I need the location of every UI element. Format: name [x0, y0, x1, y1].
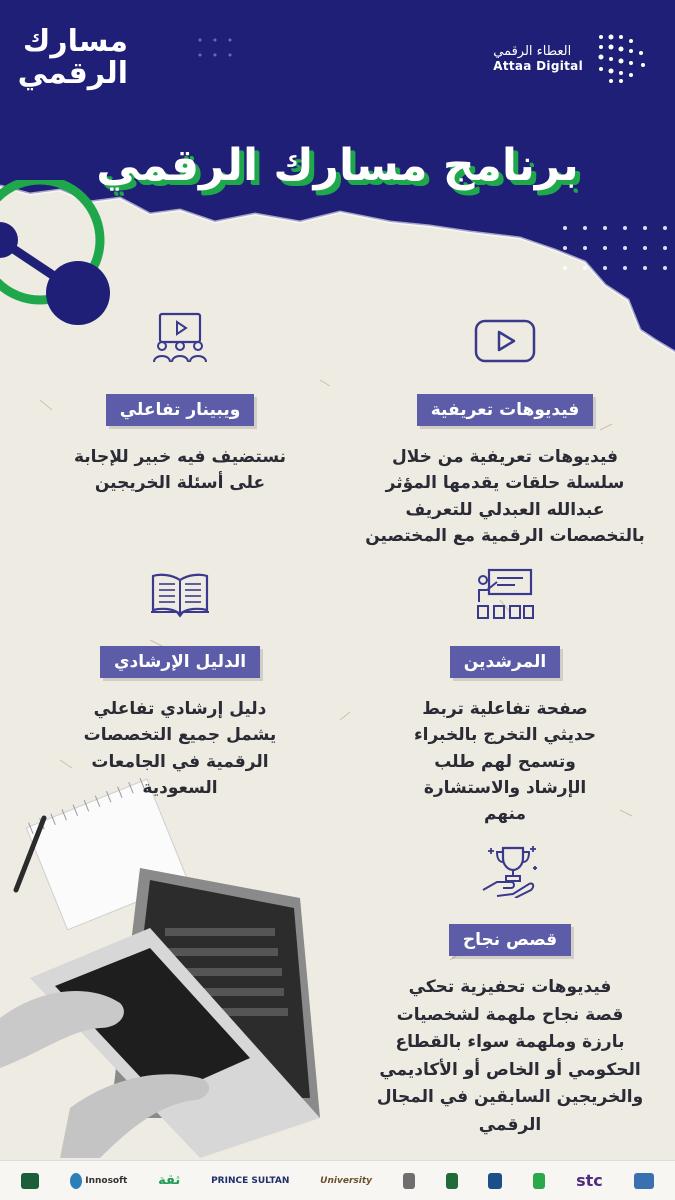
sponsor-stc: stc	[576, 1171, 603, 1190]
sponsor-prince-sultan: PRINCE SULTAN	[211, 1175, 290, 1186]
sponsor-logo	[533, 1173, 545, 1189]
sponsor-logo	[446, 1173, 458, 1189]
webinar-text: نستضيف فيه خبير للإجابة على أسئلة الخريجين	[73, 447, 287, 494]
section-webinar	[40, 312, 320, 497]
attaa-logo-english: Attaa Digital	[493, 58, 583, 73]
webinar-audience-icon	[150, 312, 210, 364]
section-success-stories	[360, 842, 660, 1139]
sponsor-thiqah: ثقة	[158, 1173, 181, 1188]
attaa-digital-logo	[493, 28, 651, 88]
webinar-title: ويبينار تفاعلي	[106, 394, 255, 426]
presenter-board-icon	[475, 568, 535, 620]
section-intro-videos	[360, 318, 650, 549]
sponsor-innosoft: Innosoft	[70, 1173, 127, 1189]
mentors-title: المرشدين	[450, 646, 560, 678]
sponsor-logo	[488, 1173, 502, 1189]
sponsor-logo	[21, 1173, 39, 1189]
guide-title: الدليل الإرشادي	[100, 646, 260, 678]
masarak-logo-line2: الرقمي	[17, 55, 128, 91]
mentors-text: صفحة تفاعلية تربط حديثي التخرج بالخبراء وتسمح لهم طلب الإرشاد والاستشارة منهم	[413, 699, 597, 825]
play-video-icon	[473, 318, 537, 364]
success-stories-title: قصص نجاح	[449, 924, 571, 956]
laptop-illustration	[0, 778, 340, 1158]
trophy-hand-icon	[479, 842, 541, 898]
intro-videos-title: فيديوهات تعريفية	[417, 394, 594, 426]
sponsor-logo	[403, 1173, 415, 1189]
sponsor-ministry-logo	[634, 1173, 654, 1189]
attaa-dots-icon	[593, 31, 651, 85]
open-book-icon	[149, 572, 211, 618]
success-stories-text: فيديوهات تحفيزية تحكي قصة نجاح ملهمة لشخصيات بارزة وملهمة سواء بالقطاع الحكومي أو الخاص أو الأكاديمي والخريجين السابقين في المجال الرقمي	[376, 977, 644, 1135]
guide-text: دليل إرشادي تفاعلي يشمل جميع التخصصات الرقمية في الجامعات السعودية	[83, 699, 277, 799]
intro-videos-text: فيديوهات تعريفية من خلال سلسلة حلقات يقدمها المؤثر عبدالله العبدلي للتعريف بالتخصصات الرقمية مع المختصين	[365, 447, 645, 547]
sponsor-university: University	[320, 1175, 372, 1186]
masarak-logo-line1: مسارك	[22, 24, 128, 59]
section-mentors	[360, 568, 650, 828]
sponsors-footer	[0, 1160, 675, 1200]
section-guide	[40, 572, 320, 801]
attaa-logo-arabic: العطاء الرقمي	[493, 43, 572, 59]
page-title: برنامج مسارك الرقمي	[96, 140, 579, 191]
masarak-logo	[17, 24, 128, 91]
